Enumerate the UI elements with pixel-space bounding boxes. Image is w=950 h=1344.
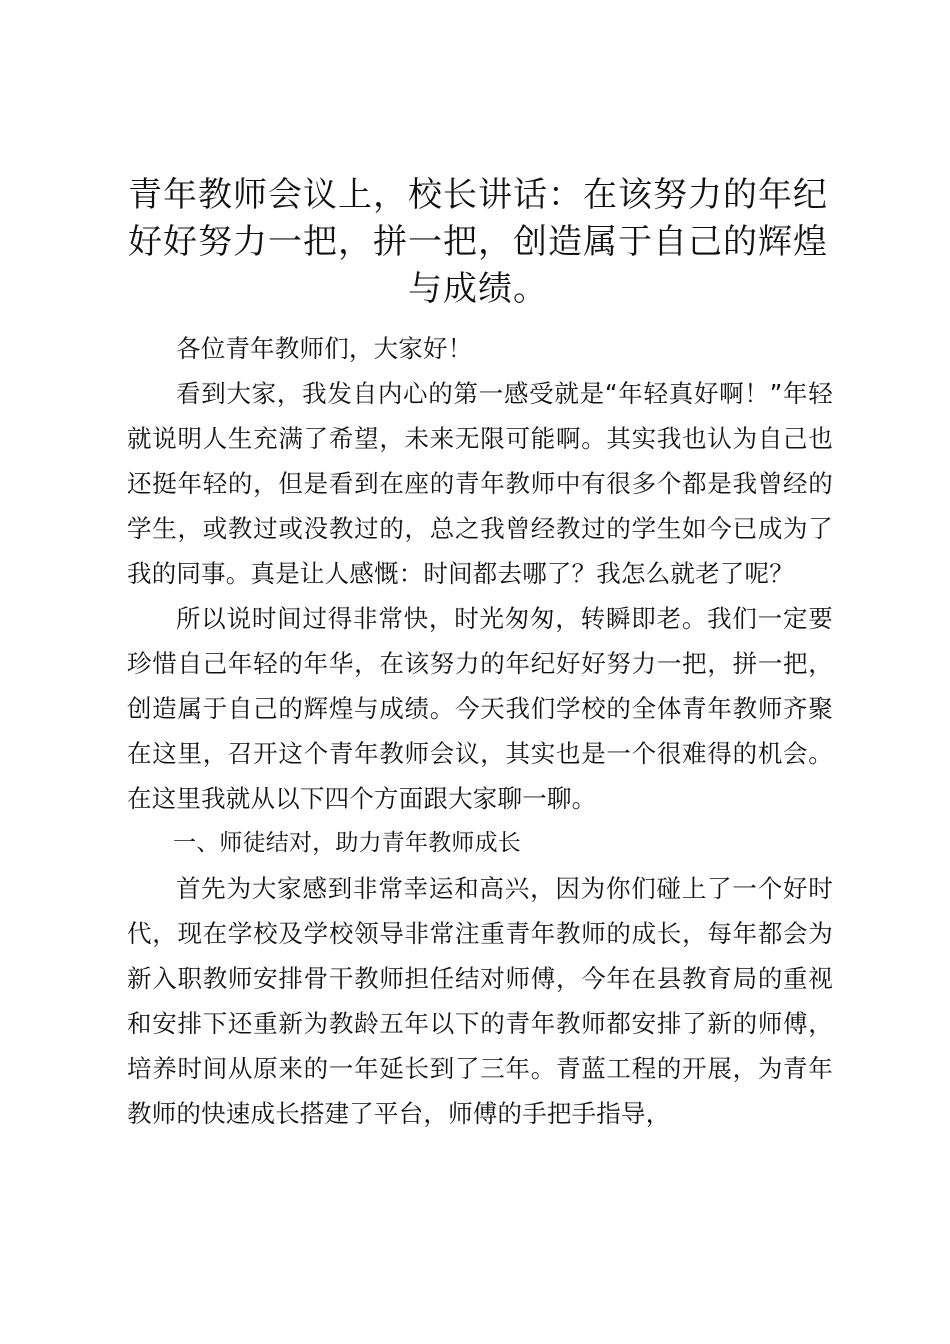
greeting-paragraph: 各位青年教师们，大家好！: [176, 334, 473, 363]
document-body: [127, 326, 833, 1136]
body-paragraph-1: 看到大家，我发自内心的第一感受就是“年轻真好啊！”年轻就说明人生充满了希望，未来无限可能啊。其实我也认为自己也还挺年轻的，但是看到在座的青年教师中有很多个都是我曾经的学生，或教过或没教过的，总之我曾经教过的学生如今已成为了我的同事。真是让人感慨：时间都去哪了？我怎么就老了呢？: [127, 379, 833, 588]
body-paragraph-3: 首先为大家感到非常幸运和高兴，因为你们碰上了一个好时代，现在学校及学校领导非常注重青年教师的成长，每年都会为新入职教师安排骨干教师担任结对师傅，今年在县教育局的重视和安排下还重新为教龄五年以下的青年教师都安排了新的师傅，培养时间从原来的一年延长到了三年。青蓝工程的开展，为青年教师的快速成长搭建了平台，师傅的手把手指导，: [127, 874, 833, 1128]
section-heading-1: 一、师徒结对，助力青年教师成长: [173, 830, 521, 856]
document-title: 青年教师会议上，校长讲话：在该努力的年纪好好努力一把，拼一把，创造属于自己的辉煌与成绩。: [128, 175, 828, 309]
body-paragraph-2: 所以说时间过得非常快，时光匆匆，转瞬即老。我们一定要珍惜自己年轻的年华，在该努力的年纪好好努力一把，拼一把，创造属于自己的辉煌与成绩。今天我们学校的全体青年教师齐聚在这里，召开这个青年教师会议，其实也是一个很难得的机会。在这里我就从以下四个方面跟大家聊一聊。: [127, 604, 833, 813]
